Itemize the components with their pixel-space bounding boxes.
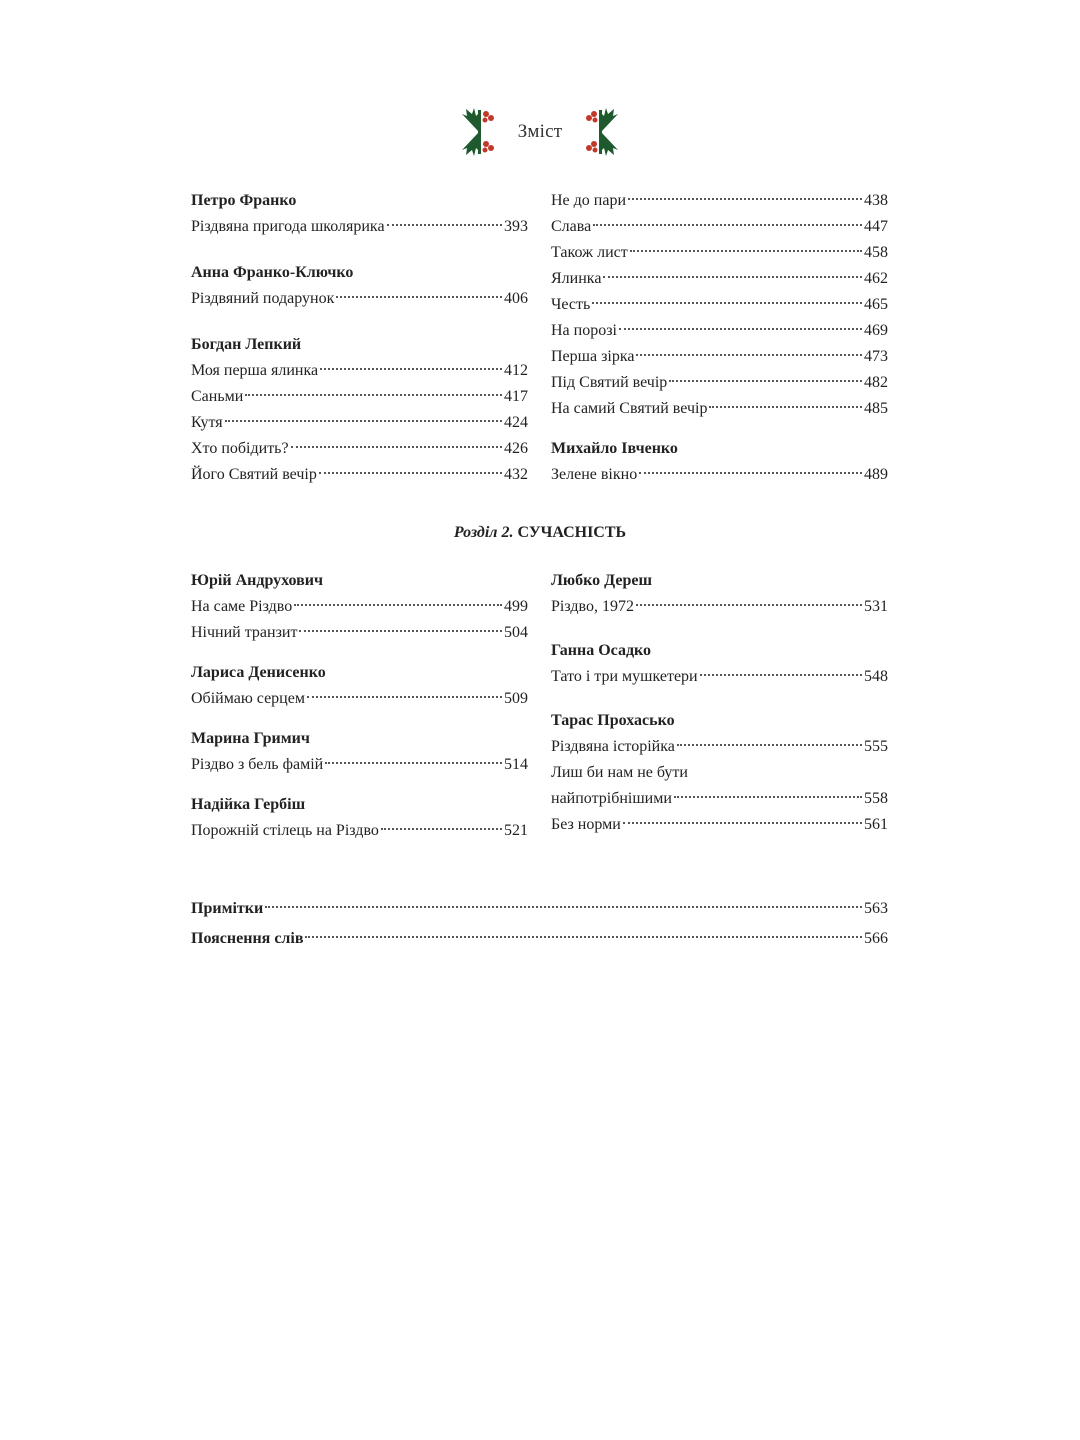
toc-entry[interactable]: Ялинка 462 xyxy=(551,266,888,292)
section1-left-column xyxy=(191,188,528,488)
toc-entry[interactable]: Різдво з бель фамій 514 xyxy=(191,752,528,778)
author-heading: Михайло Івченко xyxy=(551,440,678,457)
page-number: 566 xyxy=(864,930,888,947)
page-number: 426 xyxy=(504,440,528,457)
toc-entry-notes[interactable]: Примітки 563 xyxy=(191,896,888,922)
page-number: 489 xyxy=(864,466,888,483)
page-number: 558 xyxy=(864,790,888,807)
page-number: 424 xyxy=(504,414,528,431)
toc-header xyxy=(0,102,1080,162)
toc-entry[interactable]: Обіймаю серцем 509 xyxy=(191,686,528,712)
page-number: 406 xyxy=(504,290,528,307)
page-number: 473 xyxy=(864,348,888,365)
toc-entry[interactable]: Перша зірка 473 xyxy=(551,344,888,370)
toc-entry[interactable]: Різдвяний подарунок 406 xyxy=(191,286,528,312)
toc-entry[interactable]: Різдво, 1972 531 xyxy=(551,594,888,620)
toc-entry[interactable]: Різдвяна пригода школярика 393 xyxy=(191,214,528,240)
page-number: 462 xyxy=(864,270,888,287)
page-number: 417 xyxy=(504,388,528,405)
toc-entry[interactable]: Не до пари 438 xyxy=(551,188,888,214)
page-number: 469 xyxy=(864,322,888,339)
section2-left-column xyxy=(191,568,528,844)
page-number: 561 xyxy=(864,816,888,833)
author-heading: Петро Франко xyxy=(191,192,297,209)
toc-entry[interactable]: Його Святий вечір 432 xyxy=(191,462,528,488)
toc-entry[interactable]: Нічний транзит 504 xyxy=(191,620,528,646)
author-heading: Ганна Осадко xyxy=(551,642,652,659)
author-heading: Богдан Лепкий xyxy=(191,336,302,353)
page-number: 548 xyxy=(864,668,888,685)
toc-entry[interactable]: Слава 447 xyxy=(551,214,888,240)
toc-entry[interactable]: На порозі 469 xyxy=(551,318,888,344)
page-number: 555 xyxy=(864,738,888,755)
toc-entry[interactable]: Хто побідить? 426 xyxy=(191,436,528,462)
author-heading: Юрій Андрухович xyxy=(191,572,324,589)
page-number: 458 xyxy=(864,244,888,261)
page-number: 531 xyxy=(864,598,888,615)
toc-entry[interactable]: Моя перша ялинка 412 xyxy=(191,358,528,384)
toc-entry[interactable]: На саме Різдво 499 xyxy=(191,594,528,620)
back-matter xyxy=(191,896,888,952)
author-heading: Марина Гримич xyxy=(191,730,310,747)
toc-entry[interactable]: Без норми 561 xyxy=(551,812,888,838)
toc-entry-glossary[interactable]: Пояснення слів 566 xyxy=(191,926,888,952)
author-heading: Анна Франко-Ключко xyxy=(191,264,354,281)
section2-right-column xyxy=(551,568,888,838)
author-heading: Любко Дереш xyxy=(551,572,652,589)
section-heading xyxy=(0,521,1080,545)
page-number: 499 xyxy=(504,598,528,615)
author-heading: Надійка Гербіш xyxy=(191,796,306,813)
toc-entry[interactable]: Також лист 458 xyxy=(551,240,888,266)
toc-entry[interactable]: Під Святий вечір 482 xyxy=(551,370,888,396)
page-number: 412 xyxy=(504,362,528,379)
page-title: Зміст xyxy=(517,121,563,142)
page-number: 509 xyxy=(504,690,528,707)
page-number: 485 xyxy=(864,400,888,417)
toc-entry[interactable]: Зелене вікно 489 xyxy=(551,462,888,488)
page-number: 393 xyxy=(504,218,528,235)
toc-entry-line1[interactable]: Лиш би нам не бути xyxy=(551,764,688,781)
toc-entry[interactable]: Саньми 417 xyxy=(191,384,528,410)
page-number: 465 xyxy=(864,296,888,313)
holly-ornament-icon xyxy=(580,104,622,160)
page-number: 563 xyxy=(864,900,888,917)
page-number: 504 xyxy=(504,624,528,641)
section-label: Розділ 2. xyxy=(453,524,514,541)
page-number: 482 xyxy=(864,374,888,391)
section-name: СУЧАСНІСТЬ xyxy=(517,524,627,541)
toc-entry[interactable]: найпотрібнішими 558 xyxy=(551,786,888,812)
toc-entry[interactable]: Тато і три мушкетери 548 xyxy=(551,664,888,690)
page-number: 447 xyxy=(864,218,888,235)
page-number: 514 xyxy=(504,756,528,773)
toc-entry[interactable]: На самий Святий вечір 485 xyxy=(551,396,888,422)
holly-ornament-icon xyxy=(458,104,500,160)
page-number: 432 xyxy=(504,466,528,483)
section1-right-column xyxy=(551,188,888,488)
toc-entry[interactable]: Кутя 424 xyxy=(191,410,528,436)
toc-entry[interactable]: Порожній стілець на Різдво 521 xyxy=(191,818,528,844)
author-heading: Тарас Прохасько xyxy=(551,712,675,729)
page-number: 521 xyxy=(504,822,528,839)
toc-entry[interactable]: Різдвяна історійка 555 xyxy=(551,734,888,760)
toc-entry[interactable]: Честь 465 xyxy=(551,292,888,318)
author-heading: Лариса Денисенко xyxy=(191,664,326,681)
page-number: 438 xyxy=(864,192,888,209)
